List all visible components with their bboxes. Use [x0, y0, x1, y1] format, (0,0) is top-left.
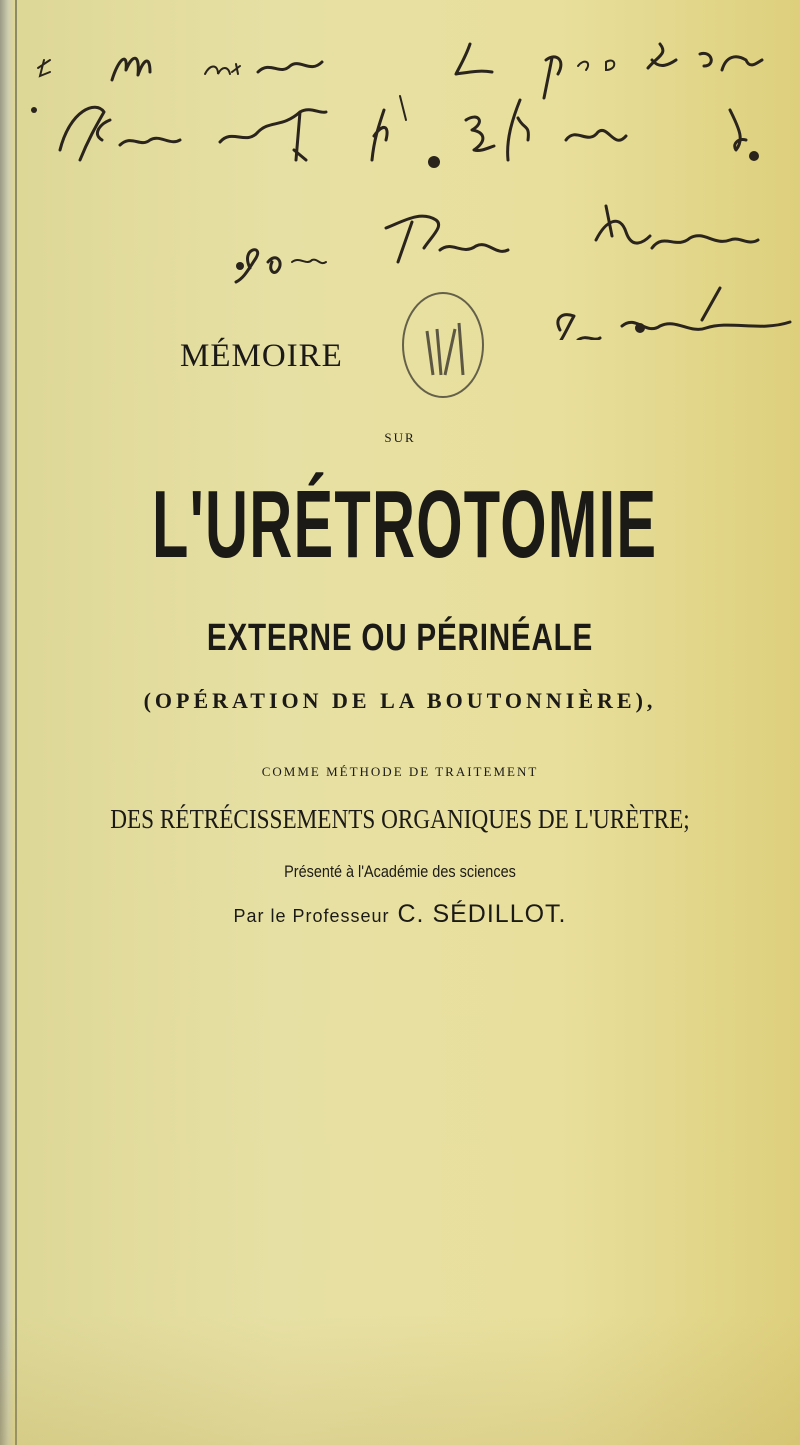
subject-line: DES RÉTRÉCISSEMENTS ORGANIQUES DE L'URÈTRE; [110, 804, 690, 834]
library-stamp [393, 283, 493, 403]
paper-stain [0, 1315, 800, 1445]
author-line [0, 900, 800, 929]
author-name: C. SÉDILLOT. [397, 900, 567, 928]
method-line: COMME MÉTHODE DE TRAITEMENT [261, 764, 539, 779]
page-title: L'URÉTROTOMIE [152, 471, 658, 578]
subtitle: EXTERNE OU PÉRINÉALE [206, 617, 594, 659]
preposition: SUR [384, 430, 416, 445]
presented-line: Présenté à l'Académie des sciences [284, 862, 516, 881]
scanned-page: MÉMOIRE SUR L'URÉTROTOMIE EXTERNE OU PÉRINÉALE (OPÉRATION DE LA BOUTONNIÈRE), COMME MÉTHODE DE TRAITEMENT DES RÉTRÉCISSEMENTS ORGANIQUES DE L'URÈTRE; Présenté à l'Académie des sciences Par le Professeur C. SÉDILLOT. [0, 0, 800, 1445]
operation-line: (OPÉRATION DE LA BOUTONNIÈRE), [143, 688, 657, 713]
author-prefix: Par le Professeur [233, 906, 390, 926]
